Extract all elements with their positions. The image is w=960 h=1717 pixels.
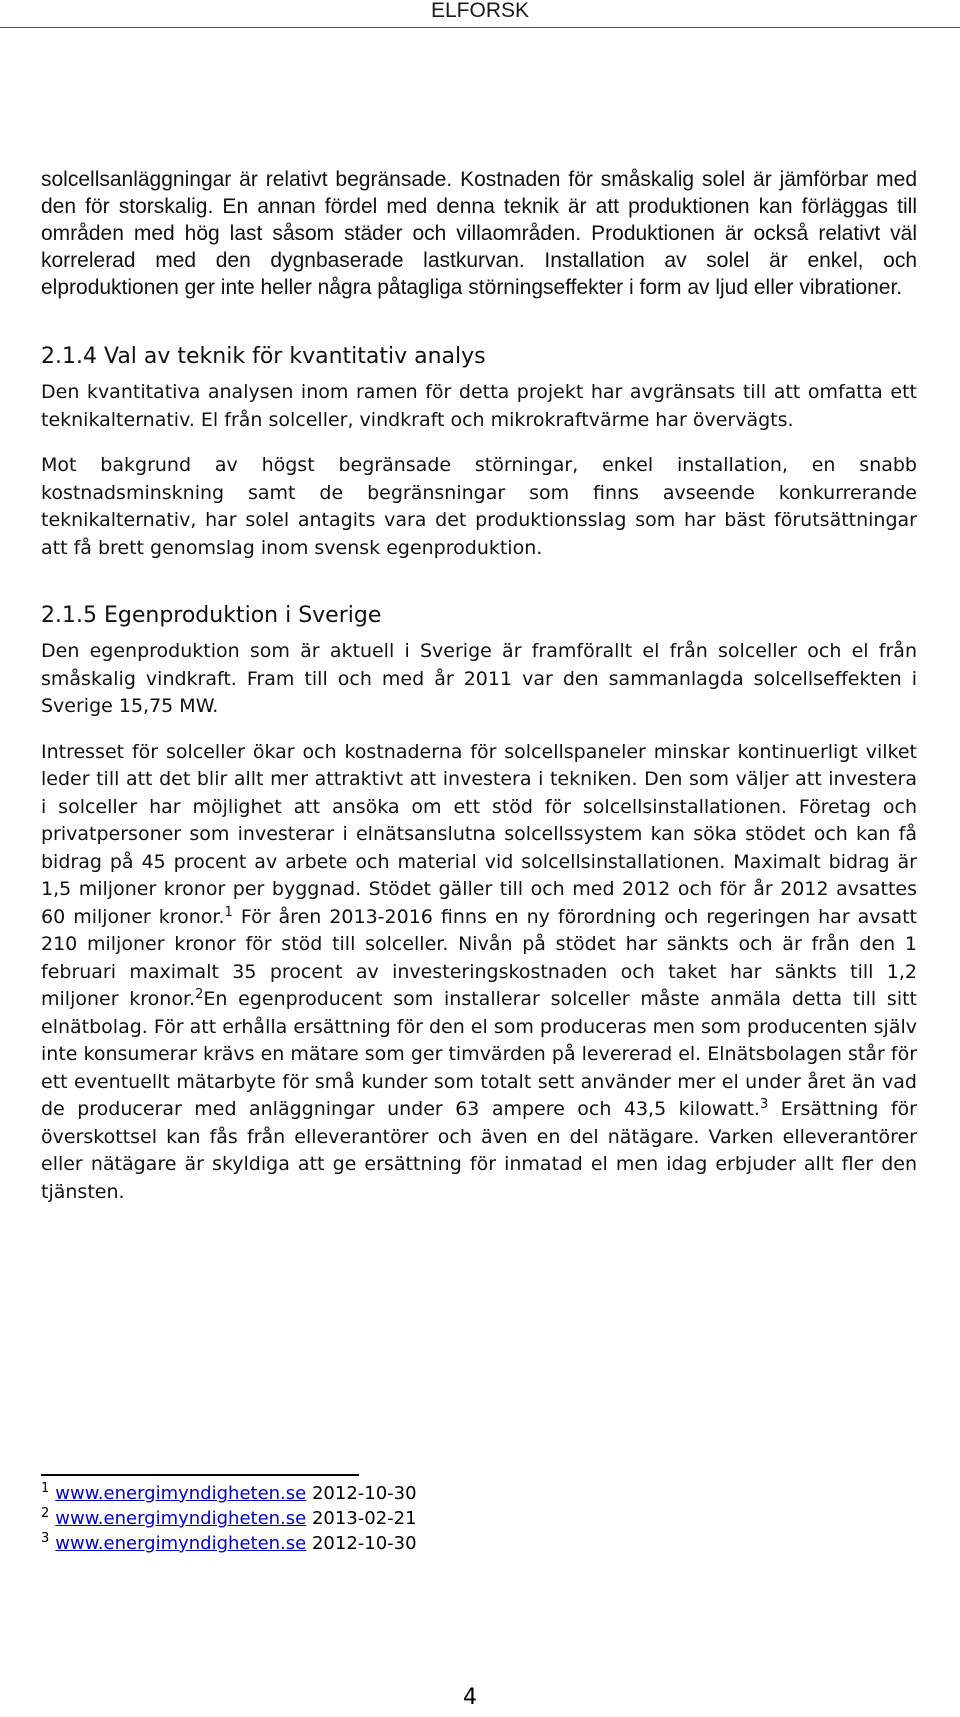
footnote-date: 2012-10-30 — [306, 1533, 417, 1554]
section-2-1-4-heading: 2.1.4 Val av teknik för kvantitativ analys — [41, 344, 486, 369]
footnote-ref[interactable]: 3 — [759, 1097, 769, 1112]
text-segment: En egenproducent som installerar solceller måste anmäla detta till sitt elnätbolag. För att erhålla ersättning för den el som produceras men som producenten själv inte konsumerar krävs en mätare som ger timvärden på levererad el. Elnätsbolagen står för ett eventuellt mätarbyte för små kunder som totalt sett använder mer el under året än vad de producerar med anläggningar under 63 ampere och 43,5 kilowatt. — [41, 988, 917, 1120]
section-2-1-5-heading: 2.1.5 Egenproduktion i Sverige — [41, 603, 382, 628]
section-2-1-4-paragraph: Den kvantitativa analysen inom ramen för detta projekt har avgränsats till att omfatta ett teknikalternativ. El från solceller, vindkraft och mikrokraftvärme har övervägts. — [41, 381, 917, 431]
footnote-separator — [41, 1474, 359, 1476]
running-header: ELFORSK — [430, 0, 530, 22]
footnote-date: 2013-02-21 — [306, 1508, 417, 1529]
text-segment: Intresset för solceller ökar och kostnaderna för solcellspaneler minskar kontinuerligt vilket leder till att det blir allt mer attraktivt att investera i tekniken. Den som väljer att investera i solceller har möjlighet att ansöka om ett stöd för solcellsinstallationen. Företag och privatpersoner som investerar i elnätsanslutna solcellssystem kan söka stödet och kan få bidrag på 45 procent av arbete och material vid solcellsinstallationen. Maximalt bidrag är 1,5 miljoner kronor per byggnad. Stödet gäller till och med 2012 och för år 2012 avsattes 60 miljoner kronor. — [41, 740, 917, 928]
footnote-link[interactable]: www.energimyndigheten.se — [55, 1533, 307, 1554]
footnote-item — [41, 1481, 417, 1506]
footnotes — [41, 1481, 417, 1556]
page-body — [41, 166, 917, 1224]
page-number: 4 — [463, 1685, 477, 1710]
footnote-item — [41, 1506, 417, 1531]
footnote-date: 2012-10-30 — [306, 1483, 417, 1504]
footnote-item — [41, 1531, 417, 1556]
footnote-number: 1 — [41, 1481, 50, 1496]
footnote-link[interactable]: www.energimyndigheten.se — [55, 1483, 307, 1504]
text-segment: För åren 2013-2016 finns en ny förordning och regeringen har avsatt 210 miljoner kronor för stöd till solceller. Nivån på stödet har sänkts och är från den 1 februari maximalt 35 procent av investeringskostnaden och taket har sänkts till 1,2 miljoner kronor. — [41, 905, 917, 1010]
text-segment: Ersättning för överskottsel kan fås från elleverantörer och även en del nätägare. Varken elleverantörer eller nätägare är skyldiga att ge ersättning för inmatad el men idag erbjuder allt fler den tjänsten. — [41, 1098, 917, 1203]
intro-paragraph: solcellsanläggningar är relativt begränsade. Kostnaden för småskalig solel är jämförbar med den för storskalig. En annan fördel med denna teknik är att produktionen kan förläggas till områden med hög last såsom städer och villaområden. Produktionen är också relativt väl korrelerad med den dygnbaserade lastkurvan. Installation av solel är enkel, och elproduktionen ger inte heller några påtagliga störningseffekter i form av ljud eller vibrationer. — [41, 168, 917, 299]
footnote-link[interactable]: www.energimyndigheten.se — [55, 1508, 307, 1529]
header-rule — [0, 27, 960, 28]
section-2-1-5-paragraph: Den egenproduktion som är aktuell i Sverige är framförallt el från solceller och el från småskalig vindkraft. Fram till och med år 2011 var den sammanlagda solcellseffekten i Sverige 15,75 MW. — [41, 640, 917, 717]
footnote-ref[interactable]: 1 — [224, 904, 233, 920]
footnote-number: 3 — [41, 1531, 50, 1546]
section-2-1-5-paragraph — [41, 739, 917, 1207]
section-2-1-4-paragraph: Mot bakgrund av högst begränsade störningar, enkel installation, en snabb kostnadsminskning samt de begränsningar som finns avseende konkurrerande teknikalternativ, har solel antagits vara det produktionsslag som har bäst förutsättningar att få brett genomslag inom svensk egenproduktion. — [41, 454, 917, 559]
footnote-number: 2 — [41, 1506, 50, 1521]
footnote-ref[interactable]: 2 — [195, 987, 204, 1002]
